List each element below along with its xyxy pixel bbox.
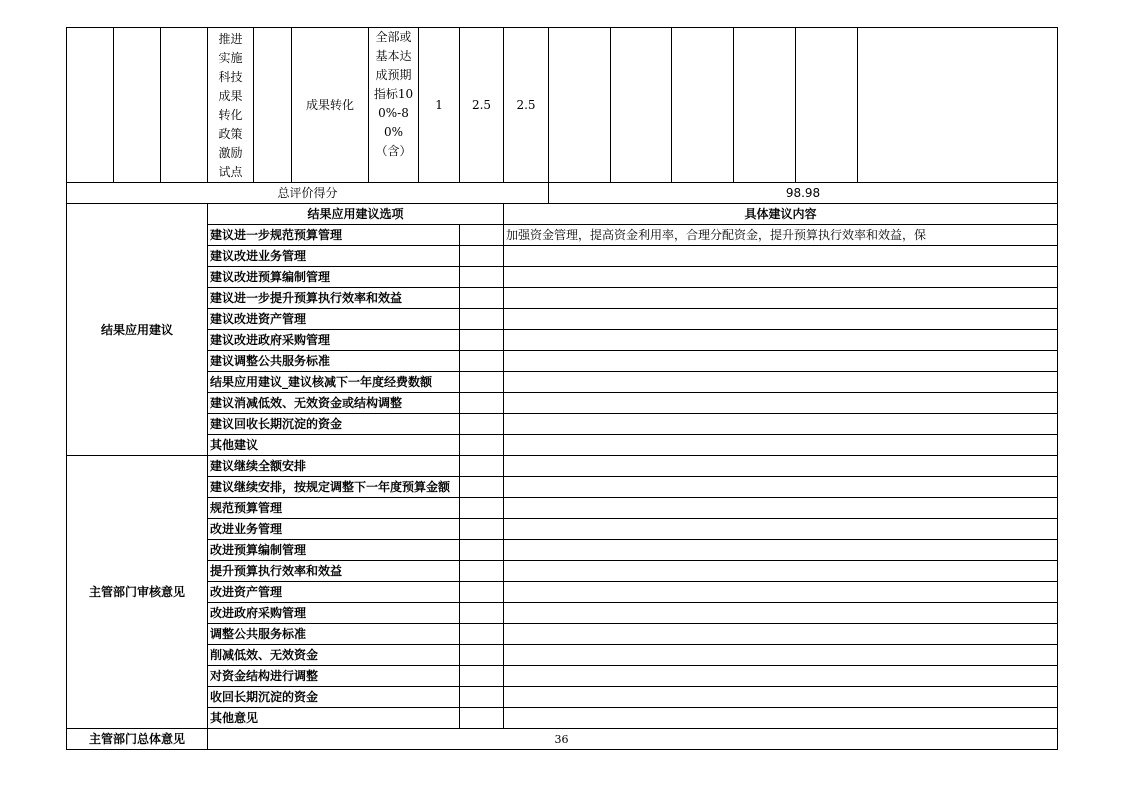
review-row — [67, 603, 1058, 624]
suggestion-check-cell[interactable] — [460, 267, 504, 288]
sub-indicator-cell: 成果转化 — [292, 28, 369, 183]
review-option: 改进业务管理 — [208, 519, 460, 540]
suggestion-content[interactable] — [504, 393, 1058, 414]
review-option: 其他意见 — [208, 708, 460, 729]
options-header: 结果应用建议选项 — [208, 204, 504, 225]
review-option: 收回长期沉淀的资金 — [208, 687, 460, 708]
review-content[interactable] — [504, 540, 1058, 561]
review-option: 建议继续安排，按规定调整下一年度预算金额 — [208, 477, 460, 498]
indicator-cell: 推进实施科技成果转化政策激励试点 — [208, 28, 254, 183]
suggestions-section — [67, 204, 1058, 456]
empty-cell — [67, 28, 114, 183]
suggestion-content[interactable] — [504, 435, 1058, 456]
suggestion-check-cell[interactable] — [460, 330, 504, 351]
review-row — [67, 708, 1058, 729]
suggestion-option: 结果应用建议_建议核减下一年度经费数额 — [208, 372, 460, 393]
score-b-cell: 2.5 — [504, 28, 549, 183]
suggestion-content[interactable] — [504, 267, 1058, 288]
suggestion-row — [67, 393, 1058, 414]
review-check-cell[interactable] — [460, 540, 504, 561]
review-content[interactable] — [504, 666, 1058, 687]
page-number: 36 — [554, 733, 569, 746]
total-score-label: 总评价得分 — [67, 183, 549, 204]
review-check-cell[interactable] — [460, 687, 504, 708]
review-content[interactable] — [504, 645, 1058, 666]
suggestion-option: 建议改进政府采购管理 — [208, 330, 460, 351]
review-option: 改进政府采购管理 — [208, 603, 460, 624]
suggestion-check-cell[interactable] — [460, 246, 504, 267]
review-row — [67, 666, 1058, 687]
review-check-cell[interactable] — [460, 561, 504, 582]
review-content[interactable] — [504, 708, 1058, 729]
score-a-cell: 2.5 — [460, 28, 504, 183]
review-option: 改进预算编制管理 — [208, 540, 460, 561]
review-section — [67, 456, 1058, 729]
total-row — [67, 183, 1058, 204]
empty-cell — [672, 28, 734, 183]
review-check-cell[interactable] — [460, 708, 504, 729]
review-row — [67, 561, 1058, 582]
review-check-cell[interactable] — [460, 582, 504, 603]
suggestion-option: 建议消减低效、无效资金或结构调整 — [208, 393, 460, 414]
suggestion-option: 建议调整公共服务标准 — [208, 351, 460, 372]
suggestion-row — [67, 372, 1058, 393]
review-row — [67, 687, 1058, 708]
suggestion-option: 建议回收长期沉淀的资金 — [208, 414, 460, 435]
review-row — [67, 498, 1058, 519]
empty-cell — [114, 28, 161, 183]
suggestion-content[interactable] — [504, 330, 1058, 351]
review-content[interactable] — [504, 687, 1058, 708]
suggestion-row — [67, 414, 1058, 435]
suggestion-option: 其他建议 — [208, 435, 460, 456]
suggestion-row — [67, 225, 1058, 246]
suggestions-section-label: 结果应用建议 — [67, 204, 208, 456]
review-row — [67, 645, 1058, 666]
review-content[interactable] — [504, 561, 1058, 582]
review-check-cell[interactable] — [460, 666, 504, 687]
review-option: 对资金结构进行调整 — [208, 666, 460, 687]
review-content[interactable] — [504, 582, 1058, 603]
suggestion-row — [67, 351, 1058, 372]
suggestion-content[interactable]: 加强资金管理，提高资金利用率，合理分配资金，提升预算执行效率和效益，保 — [504, 225, 1058, 246]
evaluation-table — [66, 27, 1058, 750]
review-content[interactable] — [504, 456, 1058, 477]
total-score-value: 98.98 — [549, 183, 1058, 204]
review-option: 规范预算管理 — [208, 498, 460, 519]
review-check-cell[interactable] — [460, 624, 504, 645]
overall-opinion-label: 主管部门总体意见 — [67, 729, 208, 750]
review-option: 建议继续全额安排 — [208, 456, 460, 477]
suggestion-check-cell[interactable] — [460, 225, 504, 246]
suggestions-header-row — [67, 204, 1058, 225]
content-header: 具体建议内容 — [504, 204, 1058, 225]
suggestion-check-cell[interactable] — [460, 435, 504, 456]
suggestion-row — [67, 246, 1058, 267]
review-row — [67, 582, 1058, 603]
suggestion-check-cell[interactable] — [460, 414, 504, 435]
review-option: 提升预算执行效率和效益 — [208, 561, 460, 582]
review-section-label: 主管部门审核意见 — [67, 456, 208, 729]
suggestion-option: 建议改进预算编制管理 — [208, 267, 460, 288]
review-option: 改进资产管理 — [208, 582, 460, 603]
review-row — [67, 540, 1058, 561]
empty-cell — [549, 28, 611, 183]
suggestion-option: 建议进一步规范预算管理 — [208, 225, 460, 246]
suggestion-option: 建议改进业务管理 — [208, 246, 460, 267]
suggestion-content[interactable] — [504, 246, 1058, 267]
suggestion-option: 建议进一步提升预算执行效率和效益 — [208, 288, 460, 309]
empty-cell — [734, 28, 796, 183]
suggestion-content[interactable] — [504, 288, 1058, 309]
empty-cell — [254, 28, 292, 183]
suggestion-option: 建议改进资产管理 — [208, 309, 460, 330]
suggestion-check-cell[interactable] — [460, 372, 504, 393]
review-content[interactable] — [504, 624, 1058, 645]
standard-cell: 全部或基本达成预期指标100%-80%（含） — [369, 28, 419, 183]
review-check-cell[interactable] — [460, 603, 504, 624]
review-option: 削减低效、无效资金 — [208, 645, 460, 666]
review-option: 调整公共服务标准 — [208, 624, 460, 645]
suggestion-row — [67, 267, 1058, 288]
suggestion-content[interactable] — [504, 309, 1058, 330]
suggestion-row — [67, 330, 1058, 351]
suggestion-content[interactable] — [504, 351, 1058, 372]
empty-cell — [611, 28, 672, 183]
suggestion-check-cell[interactable] — [460, 309, 504, 330]
suggestion-row — [67, 288, 1058, 309]
suggestion-row — [67, 309, 1058, 330]
review-row — [67, 456, 1058, 477]
suggestion-check-cell[interactable] — [460, 393, 504, 414]
review-content[interactable] — [504, 603, 1058, 624]
review-check-cell[interactable] — [460, 477, 504, 498]
suggestion-content[interactable] — [504, 372, 1058, 393]
review-check-cell[interactable] — [460, 456, 504, 477]
review-content[interactable] — [504, 519, 1058, 540]
indicator-row — [67, 28, 1058, 183]
suggestion-content[interactable] — [504, 414, 1058, 435]
suggestion-check-cell[interactable] — [460, 351, 504, 372]
review-row — [67, 519, 1058, 540]
review-row — [67, 477, 1058, 498]
review-check-cell[interactable] — [460, 498, 504, 519]
review-check-cell[interactable] — [460, 519, 504, 540]
review-row — [67, 624, 1058, 645]
review-check-cell[interactable] — [460, 645, 504, 666]
suggestion-row — [67, 435, 1058, 456]
empty-cell — [858, 28, 1058, 183]
weight-cell: 1 — [419, 28, 460, 183]
empty-cell — [796, 28, 858, 183]
suggestion-check-cell[interactable] — [460, 288, 504, 309]
review-content[interactable] — [504, 498, 1058, 519]
empty-cell — [161, 28, 208, 183]
review-content[interactable] — [504, 477, 1058, 498]
